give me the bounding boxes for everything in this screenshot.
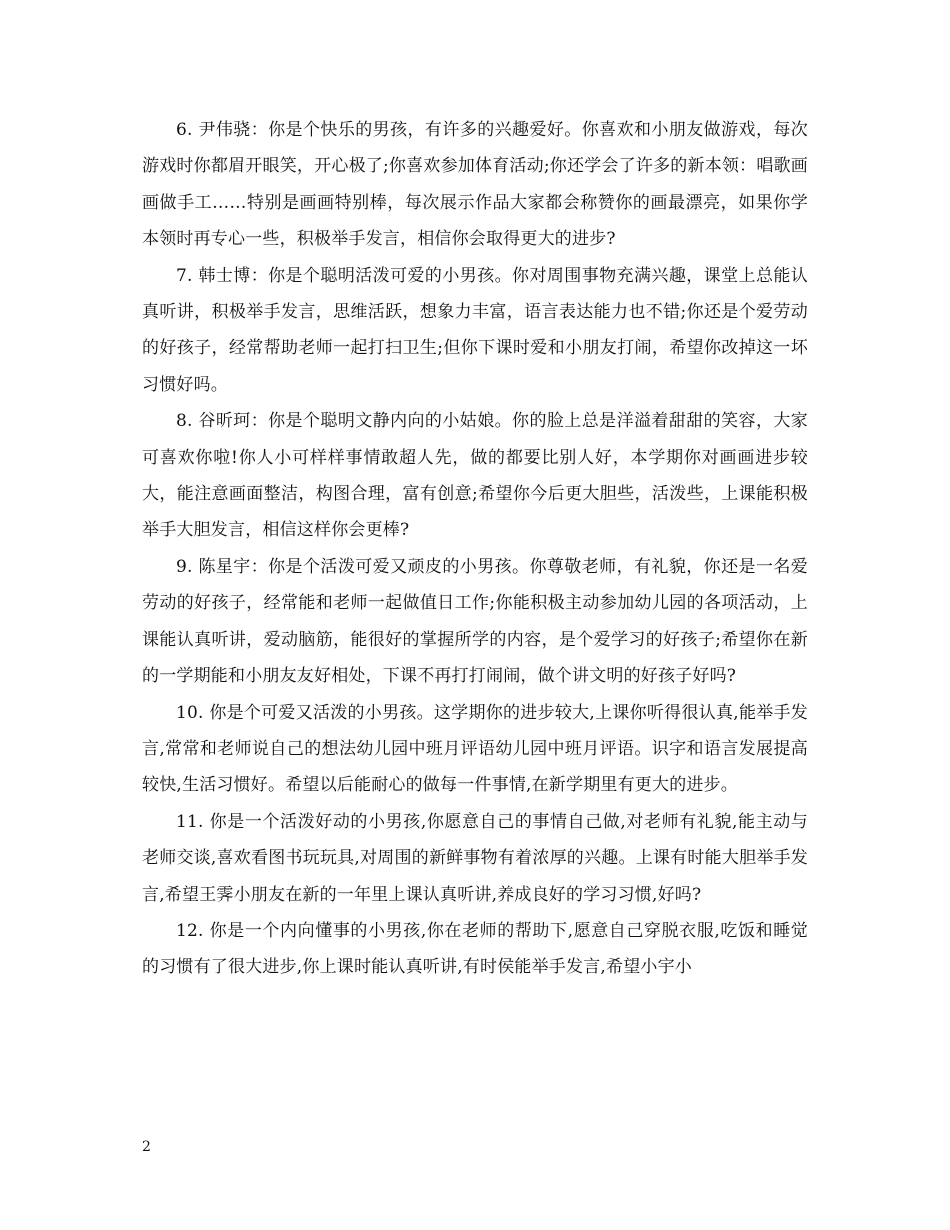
paragraph-11: 11. 你是一个活泼好动的小男孩,你愿意自己的事情自己做,对老师有礼貌,能主动与老师交谈,喜欢看图书玩玩具,对周围的新鲜事物有着浓厚的兴趣。上课有时能大胆举手发言,希望王霁小朋友在新的一年里上课认真听讲,养成良好的学习习惯,好吗?: [142, 811, 808, 905]
document-body: [142, 112, 808, 986]
paragraph-7: 7. 韩士博：你是个聪明活泼可爱的小男孩。你对周围事物充满兴趣，课堂上总能认真听讲，积极举手发言，思维活跃，想象力丰富，语言表达能力也不错;你还是个爱劳动的好孩子，经常帮助老师一起打扫卫生;但你下课时爱和小朋友打闹，希望你改掉这一坏习惯好吗。: [142, 265, 808, 395]
page-number: 2: [142, 1139, 151, 1155]
paragraph-12: 12. 你是一个内向懂事的小男孩,你在老师的帮助下,愿意自己穿脱衣服,吃饭和睡觉的习惯有了很大进步,你上课时能认真听讲,有时侯能举手发言,希望小宇小: [142, 920, 808, 978]
paragraph-9: 9. 陈星宇：你是个活泼可爱又顽皮的小男孩。你尊敬老师，有礼貌，你还是一名爱劳动的好孩子，经常能和老师一起做值日工作;你能积极主动参加幼儿园的各项活动，上课能认真听讲，爱动脑筋，能很好的掌握所学的内容，是个爱学习的好孩子;希望你在新的一学期能和小朋友友好相处，下课不再打打闹闹，做个讲文明的好孩子好吗?: [142, 556, 808, 687]
paragraph-8: 8. 谷昕珂：你是个聪明文静内向的小姑娘。你的脸上总是洋溢着甜甜的笑容，大家可喜欢你啦!你人小可样样事情敢超人先，做的都要比别人好，本学期你对画画进步较大，能注意画面整洁，构图合理，富有创意;希望你今后更大胆些，活泼些，上课能积极举手大胆发言，相信这样你会更棒?: [142, 411, 808, 541]
paragraph-10: 10. 你是个可爱又活泼的小男孩。这学期你的进步较大,上课你听得很认真,能举手发言,常常和老师说自己的想法幼儿园中班月评语幼儿园中班月评语。识字和语言发展提高较快,生活习惯好。希望以后能耐心的做每一件事情,在新学期里有更大的进步。: [142, 702, 808, 796]
paragraph-6: 6. 尹伟骁：你是个快乐的男孩，有许多的兴趣爱好。你喜欢和小朋友做游戏，每次游戏时你都眉开眼笑，开心极了;你喜欢参加体育活动;你还学会了许多的新本领：唱歌画画做手工……特别是画画特别棒，每次展示作品大家都会称赞你的画最漂亮，如果你学本领时再专心一些，积极举手发言，相信你会取得更大的进步?: [142, 120, 808, 250]
